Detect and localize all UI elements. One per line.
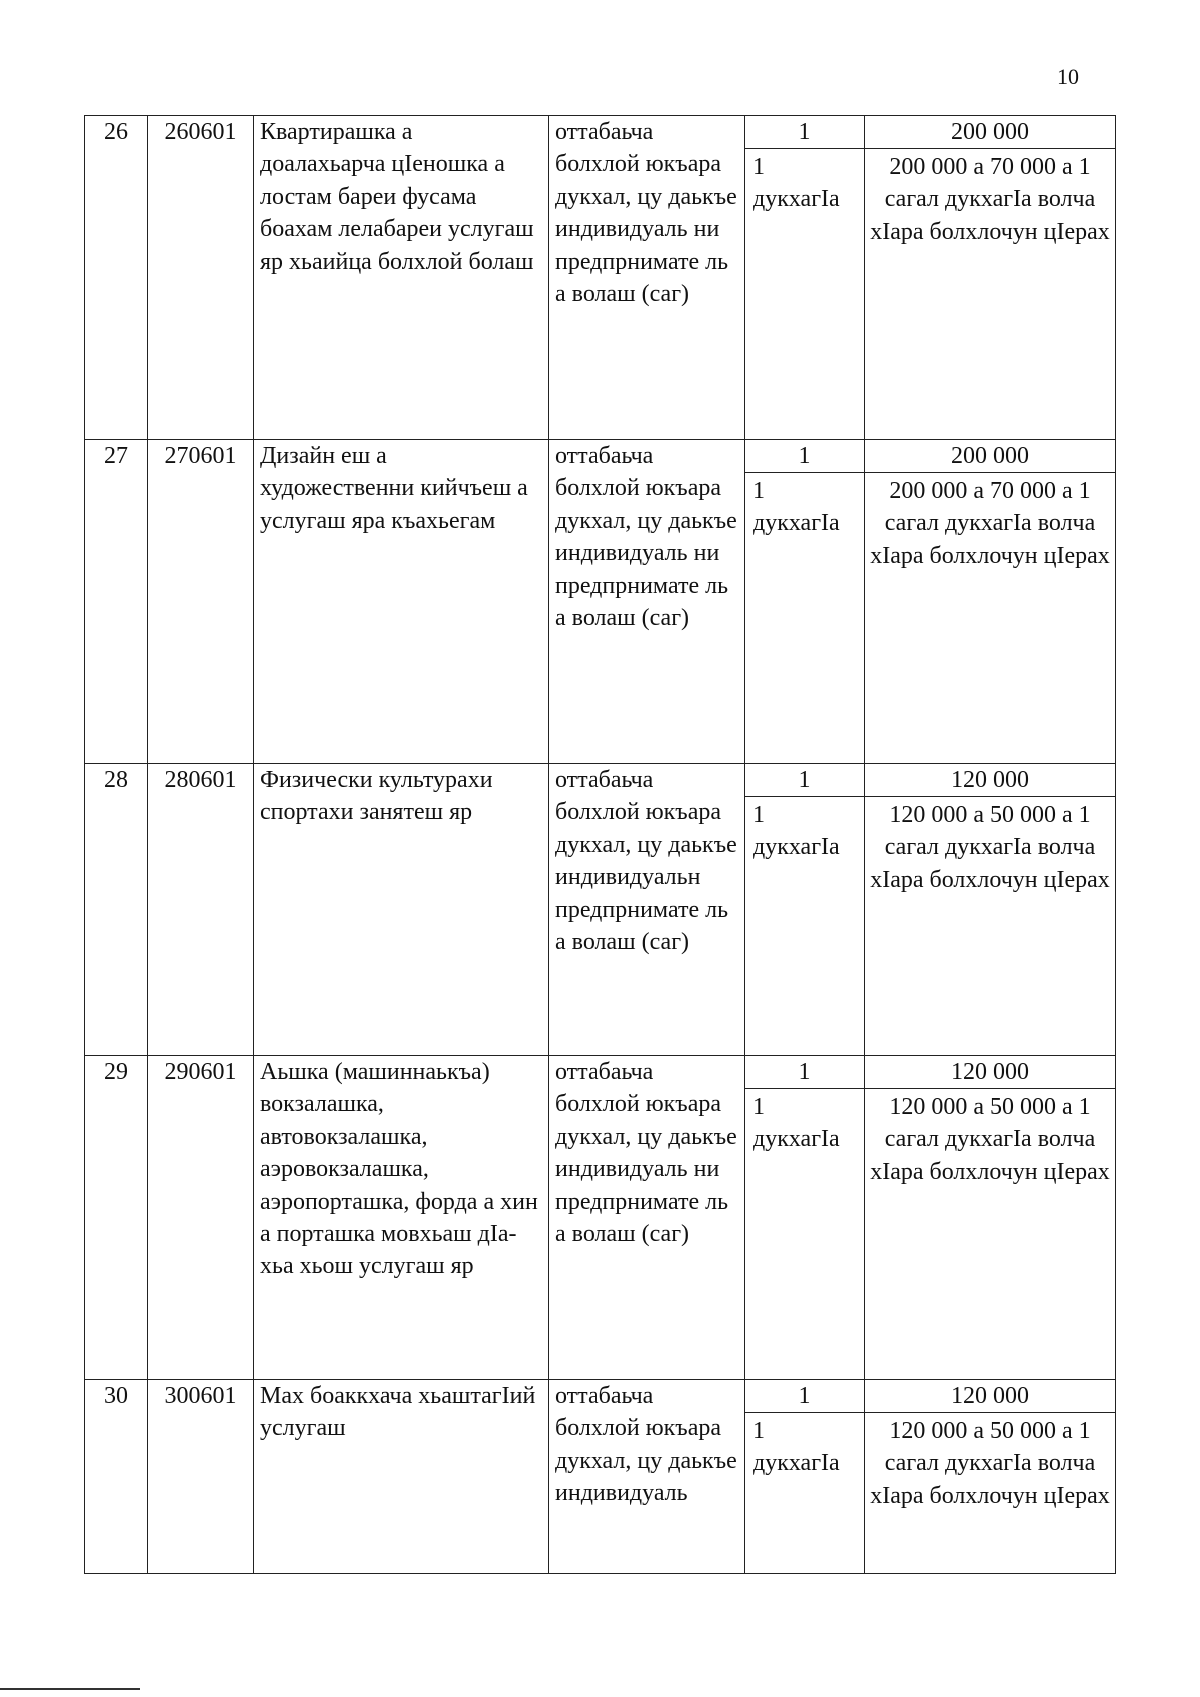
row-number: 30 [85,1380,148,1574]
row-code: 290601 [148,1056,254,1380]
unit-cell [745,1380,865,1574]
unit-header: 1 [745,1380,864,1413]
services-table [84,115,1116,1574]
unit-text: 1 дукхагIа [753,478,840,537]
amount-header: 200 000 [865,116,1115,149]
unit-header: 1 [745,764,864,797]
row-description: Аьшка (машиннаькъа) вокзалашка, автовокзалашка, аэровокзалашка, аэропорташка, форда а хин а порташка мовхьаш дIа-хьа хьош услугаш яр [254,1056,549,1380]
unit-cell [745,440,865,764]
row-description: Квартирашка а доалахьарча цIеношка а лостам бареи фусама боахам лелабареи услугаш яр хьаийца болхлой болаш [254,116,549,440]
amount-cell [865,764,1116,1056]
row-number: 27 [85,440,148,764]
row-code: 270601 [148,440,254,764]
amount-cell [865,116,1116,440]
unit-text: 1 дукхагIа [753,154,840,213]
unit-cell [745,116,865,440]
row-subject: оттабаьча болхлой юкъара дукхал, цу даькъе индивидуальн предпрнимате ль а волаш (саг) [549,764,745,1056]
row-number: 26 [85,116,148,440]
row-code: 300601 [148,1380,254,1574]
table-row [85,440,1116,764]
footer-rule [0,1688,140,1690]
amount-header: 120 000 [865,764,1115,797]
row-number: 29 [85,1056,148,1380]
page-number: 10 [1057,64,1079,89]
table-row [85,1380,1116,1574]
unit-text: 1 дукхагIа [753,1418,840,1477]
amount-header: 120 000 [865,1056,1115,1089]
amount-header: 120 000 [865,1380,1115,1413]
unit-text: 1 дукхагIа [753,802,840,861]
amount-cell [865,1380,1116,1574]
amount-text: 120 000 а 50 000 а 1 сагал дукхагIа волча хIара болхлочун цIерах [870,1418,1110,1509]
amount-cell [865,440,1116,764]
row-code: 280601 [148,764,254,1056]
amount-header: 200 000 [865,440,1115,473]
row-subject: оттабаьча болхлой юкъара дукхал, цу даькъе индивидуаль ни предпрнимате ль а волаш (саг) [549,116,745,440]
amount-text: 200 000 а 70 000 а 1 сагал дукхагIа волча хIара болхлочун цIерах [870,478,1110,569]
row-code: 260601 [148,116,254,440]
unit-header: 1 [745,1056,864,1089]
unit-header: 1 [745,440,864,473]
table-row [85,116,1116,440]
row-subject: оттабаьча болхлой юкъара дукхал, цу даькъе индивидуаль [549,1380,745,1574]
unit-cell [745,764,865,1056]
row-description: Мах боаккхача хьаштагIий услугаш [254,1380,549,1574]
row-number: 28 [85,764,148,1056]
row-subject: оттабаьча болхлой юкъара дукхал, цу даькъе индивидуаль ни предпрнимате ль а волаш (саг) [549,440,745,764]
amount-text: 200 000 а 70 000 а 1 сагал дукхагIа волча хIара болхлочун цIерах [870,154,1110,245]
unit-text: 1 дукхагIа [753,1094,840,1153]
table-row [85,764,1116,1056]
amount-text: 120 000 а 50 000 а 1 сагал дукхагIа волча хIара болхлочун цIерах [870,802,1110,893]
row-description: Физически культурахи спортахи занятеш яр [254,764,549,1056]
table-row [85,1056,1116,1380]
amount-cell [865,1056,1116,1380]
row-subject: оттабаьча болхлой юкъара дукхал, цу даькъе индивидуаль ни предпрнимате ль а волаш (саг) [549,1056,745,1380]
unit-header: 1 [745,116,864,149]
amount-text: 120 000 а 50 000 а 1 сагал дукхагIа волча хIара болхлочун цIерах [870,1094,1110,1185]
unit-cell [745,1056,865,1380]
row-description: Дизайн еш а художественни кийчъеш а услугаш яра къахьегам [254,440,549,764]
